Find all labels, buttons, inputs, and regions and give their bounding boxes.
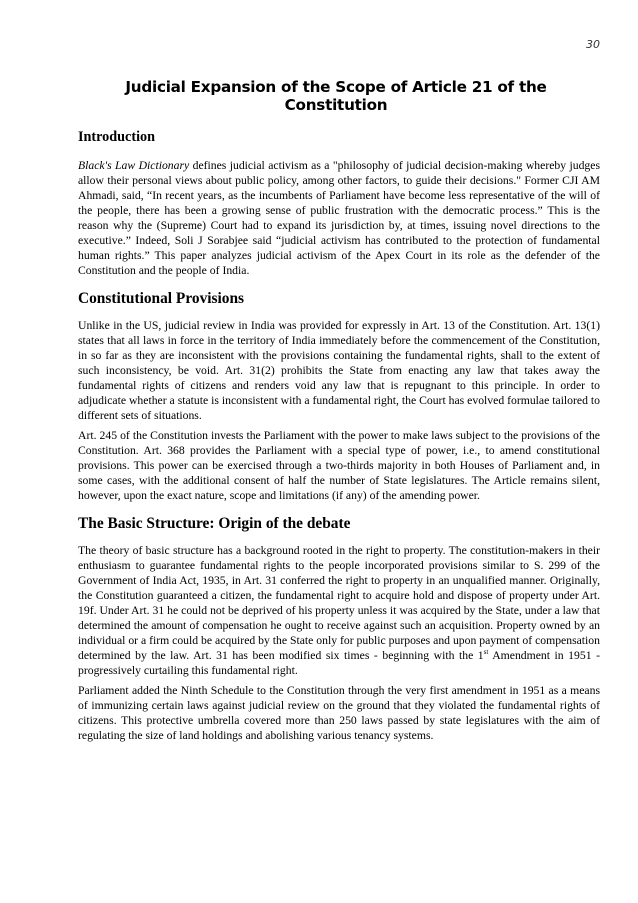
page-title: Judicial Expansion of the Scope of Article 21 of the Constitution <box>125 78 547 114</box>
basic-structure-text: The theory of basic structure has a background rooted in the right to property. The constitution-makers in their enthusiasm to guarantee fundamental rights to the people incorporated provisions similar to S. 299 of the Government of India Act, 1935, in Art. 31 conferred the right to property in an unqualified manner. Originally, the Constitution guaranteed a citizen, the fundamental right to acquire hold and dispose of property under Art. 19f. Under Art. 31 he could not be deprived of his property unless it was acquired by the State, under a law that determined the amount of compensation he ought to receive against such an acquisition. Property owned by an individual or a firm could be acquired by the State only for public purposes and upon payment of compensation determined by the law. Art. 31 has been modified six times - beginning with the 1 <box>78 544 600 662</box>
basic-structure-paragraph-1 <box>78 543 600 678</box>
ordinal-suffix: st <box>483 648 489 657</box>
introduction-paragraph <box>78 158 600 278</box>
heading-introduction: Introduction <box>78 129 155 145</box>
dictionary-title: Black's Law Dictionary <box>78 159 190 172</box>
heading-constitutional-provisions: Constitutional Provisions <box>78 290 245 307</box>
page-number: 30 <box>586 38 600 51</box>
introduction-text: defines judicial activism as a "philosophy of judicial decision-making whereby judges allow their personal views about public policy, among other factors, to guide their decisions." Former CJI AM Ahmadi, said, “In recent years, as the incumbents of Parliament have become less representative of the will of the people, there has been a growing sense of public frustration with the democratic process.” This is the reason why the (Supreme) Court had to expand its jurisdiction by, at times, issuing novel directions to the executive.” Indeed, Soli J Sorabjee said “judicial activism has contributed to the protection of fundamental human rights.” This paper analyzes judicial activism of the Apex Court in its role as the defender of the Constitution and the people of India. <box>78 159 600 277</box>
heading-basic-structure: The Basic Structure: Origin of the debate <box>78 515 351 532</box>
basic-structure-text-end: Amendment in 1951 -progressively curtailing this fundamental right. <box>78 649 601 677</box>
document-body <box>78 129 600 748</box>
constitutional-paragraph-2: Art. 245 of the Constitution invests the Parliament with the power to make laws subject to the provisions of the Constitution. Art. 368 provides the Parliament with a special type of power, i.e., to amend constitutional provisions. This power can be exercised through a two-thirds majority in both Houses of Parliament and, in some cases, with the additional consent of half the number of State legislatures. The Article remains silent, however, upon the exact nature, scope and limitations (if any) of the amending power. <box>78 429 600 502</box>
basic-structure-paragraph-2: Parliament added the Ninth Schedule to the Constitution through the very first amendment in 1951 as a means of immunizing certain laws against judicial review on the ground that they violated the fundamental rights of citizens. This protective umbrella covered more than 250 laws passed by state legislatures with the aim of regulating the size of land holdings and abolishing various tenancy systems. <box>78 684 600 742</box>
constitutional-paragraph-1: Unlike in the US, judicial review in India was provided for expressly in Art. 13 of the Constitution. Art. 13(1) states that all laws in force in the territory of India immediately before the commencement of the Constitution, in so far as they are inconsistent with the provisions containing the fundamental rights, shall to the extent of such inconsistency, be void. Art. 31(2) prohibits the State from enacting any law that takes away the fundamental rights of citizens and renders void any law that is repugnant to this principle. In order to adjudicate whether a statute is inconsistent with a fundamental right, the Court has evolved formulae tailored to different sets of situations. <box>78 319 600 422</box>
